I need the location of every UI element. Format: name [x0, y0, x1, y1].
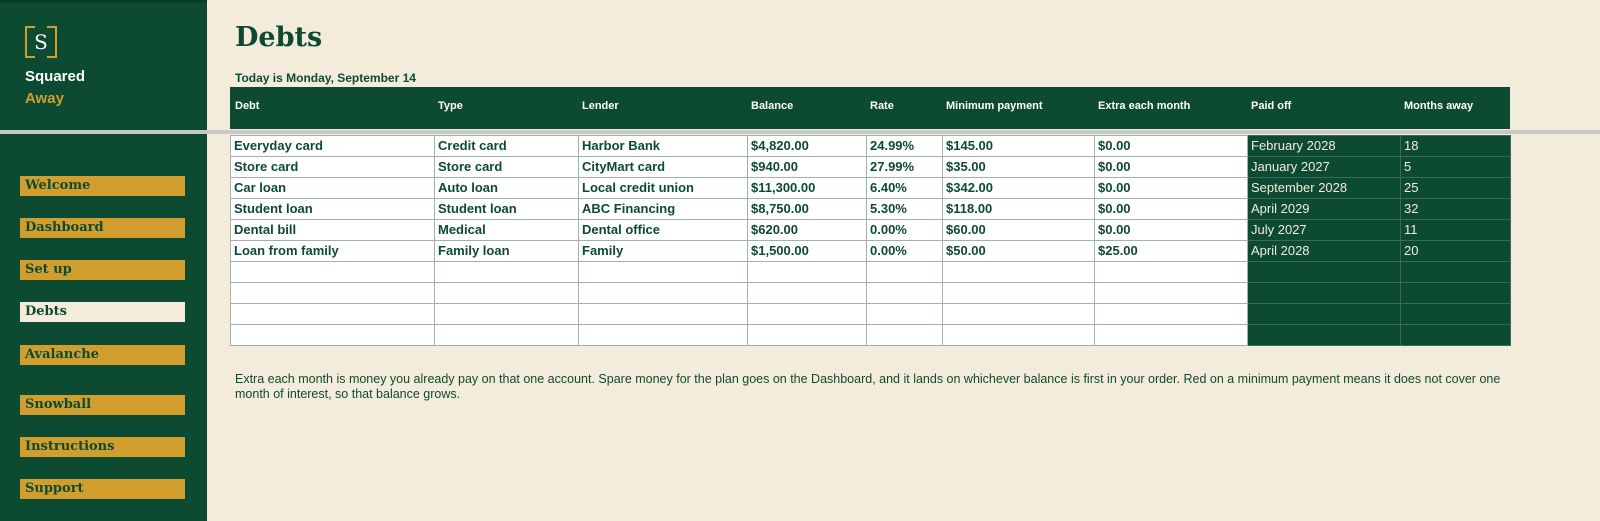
- brand-name-top: Squared: [25, 68, 86, 85]
- table-row: [231, 262, 1511, 283]
- cell-balance[interactable]: $940.00: [748, 157, 867, 178]
- cell-debt[interactable]: Loan from family: [231, 241, 435, 262]
- cell-lender[interactable]: [579, 304, 748, 325]
- cell-lender[interactable]: Harbor Bank: [579, 136, 748, 157]
- cell-months-away[interactable]: 5: [1401, 157, 1511, 178]
- table-row: [231, 178, 1511, 199]
- cell-months-away[interactable]: [1401, 262, 1511, 283]
- debts-table: [230, 135, 1511, 346]
- header-lender: Lender: [582, 100, 619, 112]
- cell-paid-off[interactable]: [1248, 325, 1401, 346]
- brand-name-bottom: Away: [25, 90, 64, 107]
- logo-icon: S: [25, 26, 57, 58]
- cell-debt[interactable]: [231, 304, 435, 325]
- cell-lender[interactable]: ABC Financing: [579, 199, 748, 220]
- table-body: [231, 136, 1511, 346]
- table-row: [231, 136, 1511, 157]
- cell-paid-off[interactable]: February 2028: [1248, 136, 1401, 157]
- cell-rate[interactable]: [867, 283, 943, 304]
- cell-months-away[interactable]: 11: [1401, 220, 1511, 241]
- cell-balance[interactable]: $620.00: [748, 220, 867, 241]
- cell-paid-off[interactable]: [1248, 283, 1401, 304]
- header-type: Type: [438, 100, 463, 112]
- cell-paid-off[interactable]: [1248, 262, 1401, 283]
- cell-rate[interactable]: [867, 262, 943, 283]
- cell-type[interactable]: [435, 262, 579, 283]
- cell-balance[interactable]: [748, 283, 867, 304]
- nav-debts-button[interactable]: Debts: [20, 302, 185, 322]
- table-row: [231, 157, 1511, 178]
- cell-extra-each-month[interactable]: [1095, 325, 1248, 346]
- cell-balance[interactable]: [748, 262, 867, 283]
- cell-extra-each-month[interactable]: $0.00: [1095, 220, 1248, 241]
- cell-type[interactable]: Credit card: [435, 136, 579, 157]
- cell-minimum-payment[interactable]: $35.00: [943, 157, 1095, 178]
- cell-minimum-payment[interactable]: [943, 283, 1095, 304]
- cell-balance[interactable]: [748, 304, 867, 325]
- cell-minimum-payment[interactable]: $60.00: [943, 220, 1095, 241]
- help-note: Extra each month is money you already pay on that one account. Spare money for the plan goes on the Dashboard, and it lands on whichever balance is first in your order. Red on a minimum payment means it does not cover one month of interest, so that balance grows.: [235, 372, 1501, 401]
- cell-months-away[interactable]: [1401, 304, 1511, 325]
- cell-extra-each-month[interactable]: $25.00: [1095, 241, 1248, 262]
- cell-debt[interactable]: [231, 262, 435, 283]
- cell-debt[interactable]: Car loan: [231, 178, 435, 199]
- cell-rate[interactable]: 24.99%: [867, 136, 943, 157]
- cell-minimum-payment[interactable]: $342.00: [943, 178, 1095, 199]
- cell-rate[interactable]: 6.40%: [867, 178, 943, 199]
- header-rate: Rate: [870, 100, 894, 112]
- nav-welcome-button[interactable]: Welcome: [20, 176, 185, 196]
- cell-type[interactable]: [435, 325, 579, 346]
- cell-rate[interactable]: [867, 325, 943, 346]
- nav-setup-button[interactable]: Set up: [20, 260, 185, 280]
- nav-dashboard-button[interactable]: Dashboard: [20, 218, 185, 238]
- cell-extra-each-month[interactable]: $0.00: [1095, 199, 1248, 220]
- cell-months-away[interactable]: 32: [1401, 199, 1511, 220]
- cell-minimum-payment[interactable]: $118.00: [943, 199, 1095, 220]
- cell-debt[interactable]: [231, 325, 435, 346]
- sidebar-top-strip: [0, 0, 207, 3]
- cell-paid-off[interactable]: January 2027: [1248, 157, 1401, 178]
- cell-extra-each-month[interactable]: [1095, 283, 1248, 304]
- nav-snowball-button[interactable]: Snowball: [20, 395, 185, 415]
- table-row: [231, 325, 1511, 346]
- cell-months-away[interactable]: 25: [1401, 178, 1511, 199]
- table-row: [231, 304, 1511, 325]
- cell-months-away[interactable]: [1401, 325, 1511, 346]
- cell-paid-off[interactable]: April 2028: [1248, 241, 1401, 262]
- cell-balance[interactable]: [748, 325, 867, 346]
- nav-avalanche-button[interactable]: Avalanche: [20, 345, 185, 365]
- cell-type[interactable]: [435, 304, 579, 325]
- cell-minimum-payment[interactable]: [943, 262, 1095, 283]
- cell-rate[interactable]: 0.00%: [867, 241, 943, 262]
- header-balance: Balance: [751, 100, 794, 112]
- cell-balance[interactable]: $8,750.00: [748, 199, 867, 220]
- cell-rate[interactable]: [867, 304, 943, 325]
- table-row: [231, 241, 1511, 262]
- cell-balance[interactable]: $11,300.00: [748, 178, 867, 199]
- cell-paid-off[interactable]: April 2029: [1248, 199, 1401, 220]
- header-months-away: Months away: [1404, 100, 1474, 112]
- cell-lender[interactable]: [579, 283, 748, 304]
- page-title: Debts: [235, 22, 323, 53]
- cell-debt[interactable]: Dental bill: [231, 220, 435, 241]
- cell-lender[interactable]: CityMart card: [579, 157, 748, 178]
- nav-support-button[interactable]: Support: [20, 479, 185, 499]
- cell-extra-each-month[interactable]: $0.00: [1095, 136, 1248, 157]
- cell-minimum-payment[interactable]: [943, 325, 1095, 346]
- cell-lender[interactable]: Dental office: [579, 220, 748, 241]
- cell-rate[interactable]: 27.99%: [867, 157, 943, 178]
- table-header: [230, 87, 1510, 129]
- header-paid-off: Paid off: [1251, 100, 1292, 112]
- today-date-text: Today is Monday, September 14: [235, 71, 416, 85]
- cell-lender[interactable]: [579, 262, 748, 283]
- sidebar: [0, 0, 207, 521]
- cell-type[interactable]: Medical: [435, 220, 579, 241]
- cell-extra-each-month[interactable]: [1095, 262, 1248, 283]
- cell-debt[interactable]: Student loan: [231, 199, 435, 220]
- cell-type[interactable]: Store card: [435, 157, 579, 178]
- cell-type[interactable]: Auto loan: [435, 178, 579, 199]
- cell-lender[interactable]: Family: [579, 241, 748, 262]
- cell-extra-each-month[interactable]: [1095, 304, 1248, 325]
- cell-extra-each-month[interactable]: $0.00: [1095, 178, 1248, 199]
- cell-months-away[interactable]: 18: [1401, 136, 1511, 157]
- cell-debt[interactable]: Store card: [231, 157, 435, 178]
- cell-months-away[interactable]: [1401, 283, 1511, 304]
- table-row: [231, 199, 1511, 220]
- cell-paid-off[interactable]: July 2027: [1248, 220, 1401, 241]
- frozen-pane-divider: [0, 130, 1600, 134]
- cell-balance[interactable]: $4,820.00: [748, 136, 867, 157]
- cell-months-away[interactable]: 20: [1401, 241, 1511, 262]
- cell-rate[interactable]: 0.00%: [867, 220, 943, 241]
- cell-minimum-payment[interactable]: $145.00: [943, 136, 1095, 157]
- cell-minimum-payment[interactable]: $50.00: [943, 241, 1095, 262]
- cell-balance[interactable]: $1,500.00: [748, 241, 867, 262]
- header-minimum-payment: Minimum payment: [946, 100, 1043, 112]
- header-extra-each-month: Extra each month: [1098, 100, 1191, 112]
- cell-type[interactable]: Family loan: [435, 241, 579, 262]
- cell-debt[interactable]: [231, 283, 435, 304]
- table-row: [231, 283, 1511, 304]
- cell-debt[interactable]: Everyday card: [231, 136, 435, 157]
- cell-extra-each-month[interactable]: $0.00: [1095, 157, 1248, 178]
- cell-lender[interactable]: Local credit union: [579, 178, 748, 199]
- cell-paid-off[interactable]: September 2028: [1248, 178, 1401, 199]
- cell-rate[interactable]: 5.30%: [867, 199, 943, 220]
- cell-type[interactable]: [435, 283, 579, 304]
- cell-type[interactable]: Student loan: [435, 199, 579, 220]
- cell-paid-off[interactable]: [1248, 304, 1401, 325]
- cell-minimum-payment[interactable]: [943, 304, 1095, 325]
- header-debt: Debt: [235, 100, 260, 112]
- cell-lender[interactable]: [579, 325, 748, 346]
- nav-instructions-button[interactable]: Instructions: [20, 437, 185, 457]
- table-row: [231, 220, 1511, 241]
